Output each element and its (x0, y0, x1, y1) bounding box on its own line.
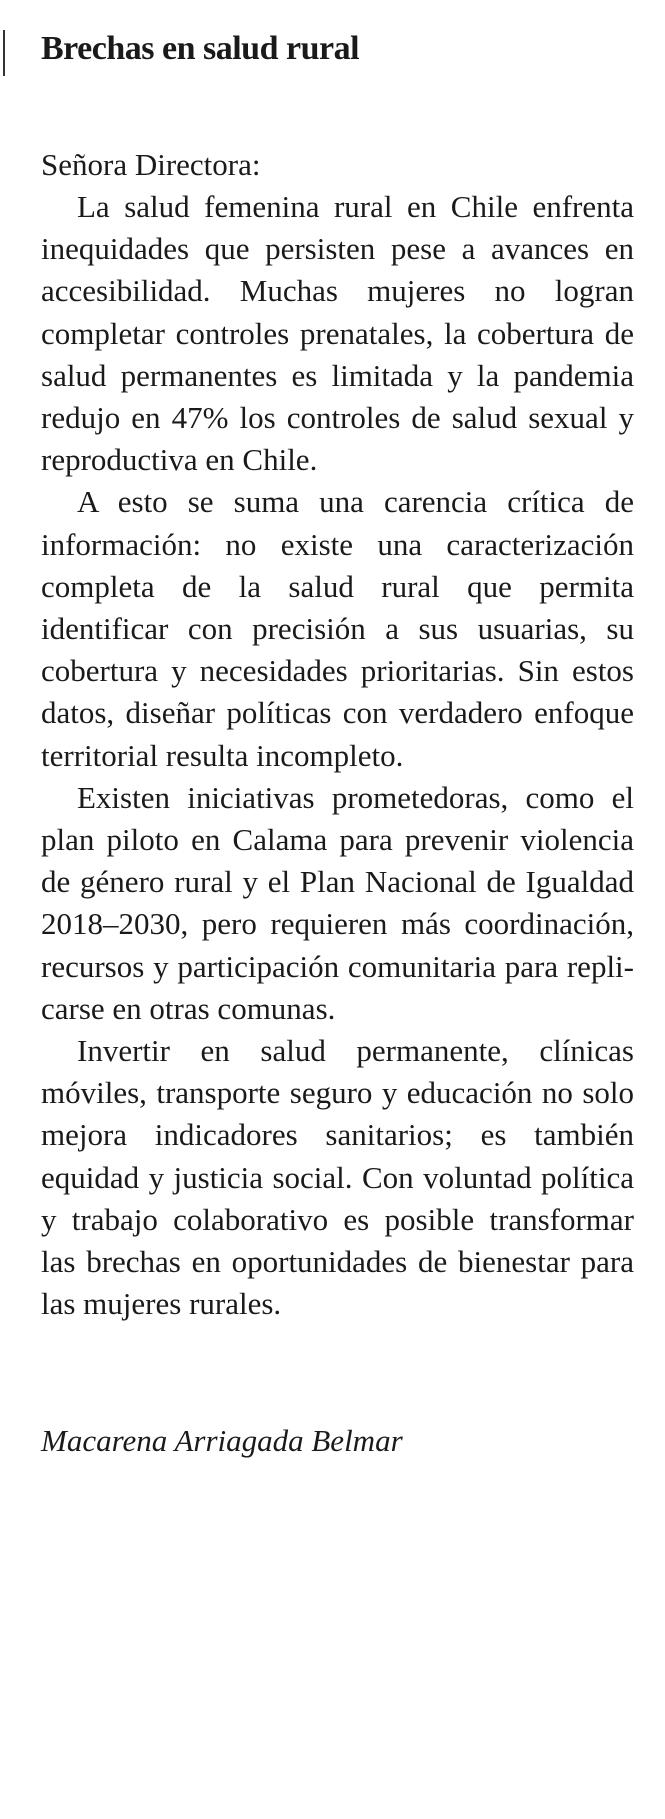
salutation: Señora Directora: (41, 147, 261, 182)
body-paragraph-4: Invertir en salud permanente, clínicas móviles, transporte seguro y educación no solo mejora indicadores sanitarios; es también equidad y justicia social. Con voluntad política y trabajo colaborativo es posible transformar las brechas en oportunidades de bienestar para las mujeres rurales. (41, 1033, 634, 1322)
author-signature: Macarena Arriagada Belmar (41, 1423, 403, 1459)
letter-article (41, 26, 634, 1462)
column-rule (3, 30, 5, 76)
body-paragraph-3: Existen iniciativas prometedoras, como el plan piloto en Calama para prevenir violencia de género rural y el Plan Nacional de Igualdad 2018–2030, pero requieren más coordinación, recursos y participación comunitaria para replicarse en otras comunas. (41, 779, 634, 1026)
headline: Brechas en salud rural (41, 30, 360, 67)
body-paragraph-2: A esto se suma una carencia crítica de información: no existe una caracterización completa de la salud rural que permita identificar con precisión a sus usuarias, su cobertura y necesidades prioritarias. Sin estos datos, diseñar políticas con verdadero enfoque territorial resulta incompleto. (41, 484, 634, 773)
body-paragraph-1: La salud femenina rural en Chile enfrenta inequidades que persisten pese a avances en accesibilidad. Muchas mujeres no logran completar controles prenatales, la cobertura de salud permanentes es limitada y la pandemia redujo en 47% los controles de salud sexual y reproductiva en Chile. (41, 189, 634, 478)
